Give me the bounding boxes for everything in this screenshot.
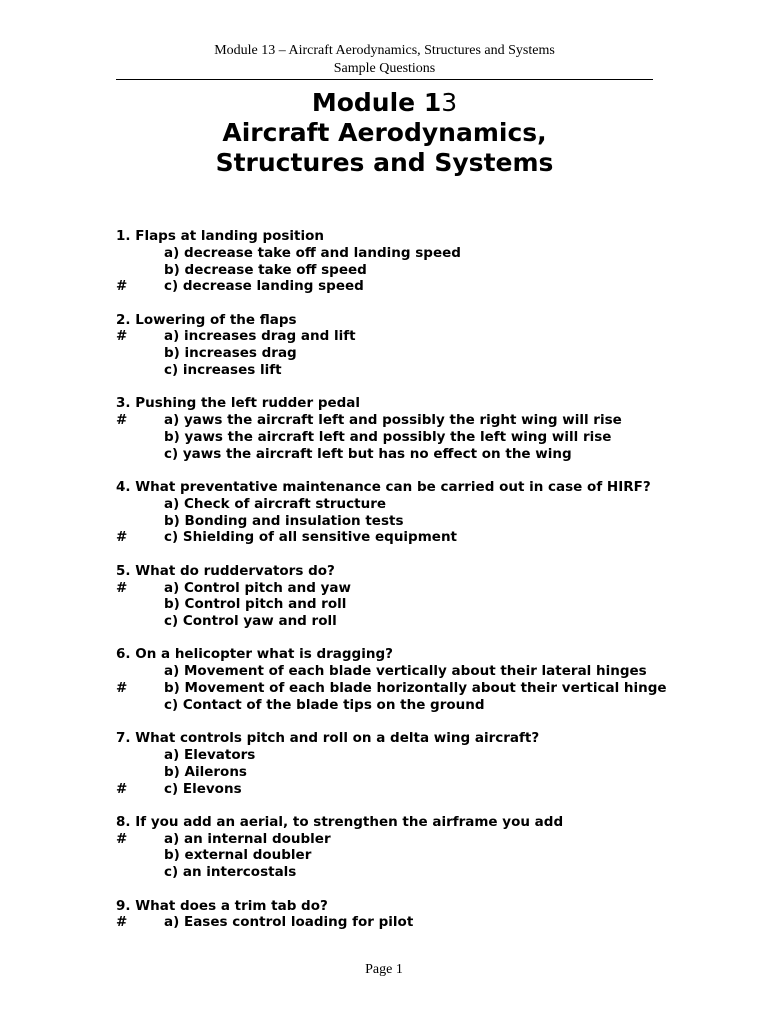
answer-option-text: b) Ailerons [164, 763, 247, 780]
answer-option [116, 847, 676, 864]
answer-option [116, 412, 676, 429]
answer-option [116, 262, 676, 279]
question [116, 814, 676, 881]
page-number: Page 1 [365, 962, 403, 977]
answer-option [116, 864, 676, 881]
answer-option [116, 429, 676, 446]
document-title [116, 88, 653, 178]
question-text: 6. On a helicopter what is dragging? [116, 646, 393, 663]
answer-option [116, 496, 676, 513]
answer-option-text: a) Control pitch and yaw [164, 579, 352, 596]
answer-option-text: a) Movement of each blade vertically about their lateral hinges [164, 663, 647, 680]
answer-option [116, 328, 676, 345]
correct-answer-mark: # [116, 529, 128, 546]
answer-option-text: a) decrease take off and landing speed [164, 244, 461, 261]
question-text: 8. If you add an aerial, to strengthen the airframe you add [116, 813, 564, 830]
answer-option-text: a) yaws the aircraft left and possibly the right wing will rise [164, 412, 622, 429]
question-text: 7. What controls pitch and roll on a delta wing aircraft? [116, 730, 540, 747]
answer-option [116, 596, 676, 613]
header-rule [116, 79, 653, 80]
answer-option [116, 764, 676, 781]
answer-option-text: c) Contact of the blade tips on the ground [164, 696, 485, 713]
answer-option-text: c) an intercostals [164, 864, 297, 881]
answer-option [116, 345, 676, 362]
answer-option-text: c) Control yaw and roll [164, 613, 337, 630]
question [116, 228, 676, 295]
answer-option-text: b) increases drag [164, 345, 297, 362]
answer-option-text: c) Shielding of all sensitive equipment [164, 529, 458, 546]
title-line-1 [116, 88, 653, 118]
correct-answer-mark: # [116, 680, 128, 697]
correct-answer-mark: # [116, 328, 128, 345]
question [116, 898, 676, 932]
answer-option [116, 446, 676, 463]
question-text: 3. Pushing the left rudder pedal [116, 395, 361, 412]
answer-option [116, 613, 676, 630]
correct-answer-mark: # [116, 579, 128, 596]
answer-option-text: a) Check of aircraft structure [164, 495, 387, 512]
answer-option [116, 529, 676, 546]
answer-option [116, 831, 676, 848]
question-text: 5. What do ruddervators do? [116, 562, 335, 579]
correct-answer-mark: # [116, 830, 128, 847]
answer-option [116, 278, 676, 295]
question [116, 479, 676, 546]
answer-option-text: a) Elevators [164, 746, 256, 763]
header-line-1: Module 13 – Aircraft Aerodynamics, Structures and Systems [214, 43, 555, 58]
answer-option [116, 747, 676, 764]
answer-option-text: a) an internal doubler [164, 830, 331, 847]
question-list [116, 228, 676, 948]
answer-option [116, 914, 676, 931]
title-line-3: Structures and Systems [215, 148, 554, 177]
answer-option [116, 513, 676, 530]
page-header [116, 42, 653, 78]
answer-option-text: c) Elevons [164, 780, 242, 797]
page-footer [0, 962, 768, 978]
answer-option [116, 781, 676, 798]
question [116, 730, 676, 797]
answer-option-text: c) increases lift [164, 362, 282, 379]
question [116, 646, 676, 713]
answer-option-text: b) Control pitch and roll [164, 596, 347, 613]
question-text: 1. Flaps at landing position [116, 228, 325, 244]
answer-option-text: b) yaws the aircraft left and possibly the left wing will rise [164, 428, 612, 445]
title-line-1-bold: Module 1 [311, 88, 442, 117]
question-text: 4. What preventative maintenance can be carried out in case of HIRF? [116, 479, 651, 496]
correct-answer-mark: # [116, 914, 128, 931]
question [116, 563, 676, 630]
answer-option-text: b) Bonding and insulation tests [164, 512, 404, 529]
answer-option-text: a) increases drag and lift [164, 328, 356, 345]
answer-option-text: b) decrease take off speed [164, 261, 367, 278]
answer-option-text: a) Eases control loading for pilot [164, 914, 414, 931]
answer-option-text: c) yaws the aircraft left but has no effect on the wing [164, 445, 572, 462]
answer-option [116, 580, 676, 597]
correct-answer-mark: # [116, 278, 128, 295]
header-line-2: Sample Questions [333, 61, 436, 76]
question [116, 312, 676, 379]
correct-answer-mark: # [116, 412, 128, 429]
question [116, 395, 676, 462]
answer-option-text: c) decrease landing speed [164, 278, 364, 295]
answer-option-text: b) external doubler [164, 847, 312, 864]
title-line-2: Aircraft Aerodynamics, [222, 118, 547, 147]
answer-option-text: b) Movement of each blade horizontally about their vertical hinge [164, 680, 667, 697]
question-text: 2. Lowering of the flaps [116, 311, 297, 328]
answer-option [116, 245, 676, 262]
answer-option [116, 697, 676, 714]
correct-answer-mark: # [116, 780, 128, 797]
answer-option [116, 663, 676, 680]
answer-option [116, 680, 676, 697]
question-text: 9. What does a trim tab do? [116, 897, 328, 914]
answer-option [116, 362, 676, 379]
title-line-1-light: 3 [441, 88, 458, 117]
